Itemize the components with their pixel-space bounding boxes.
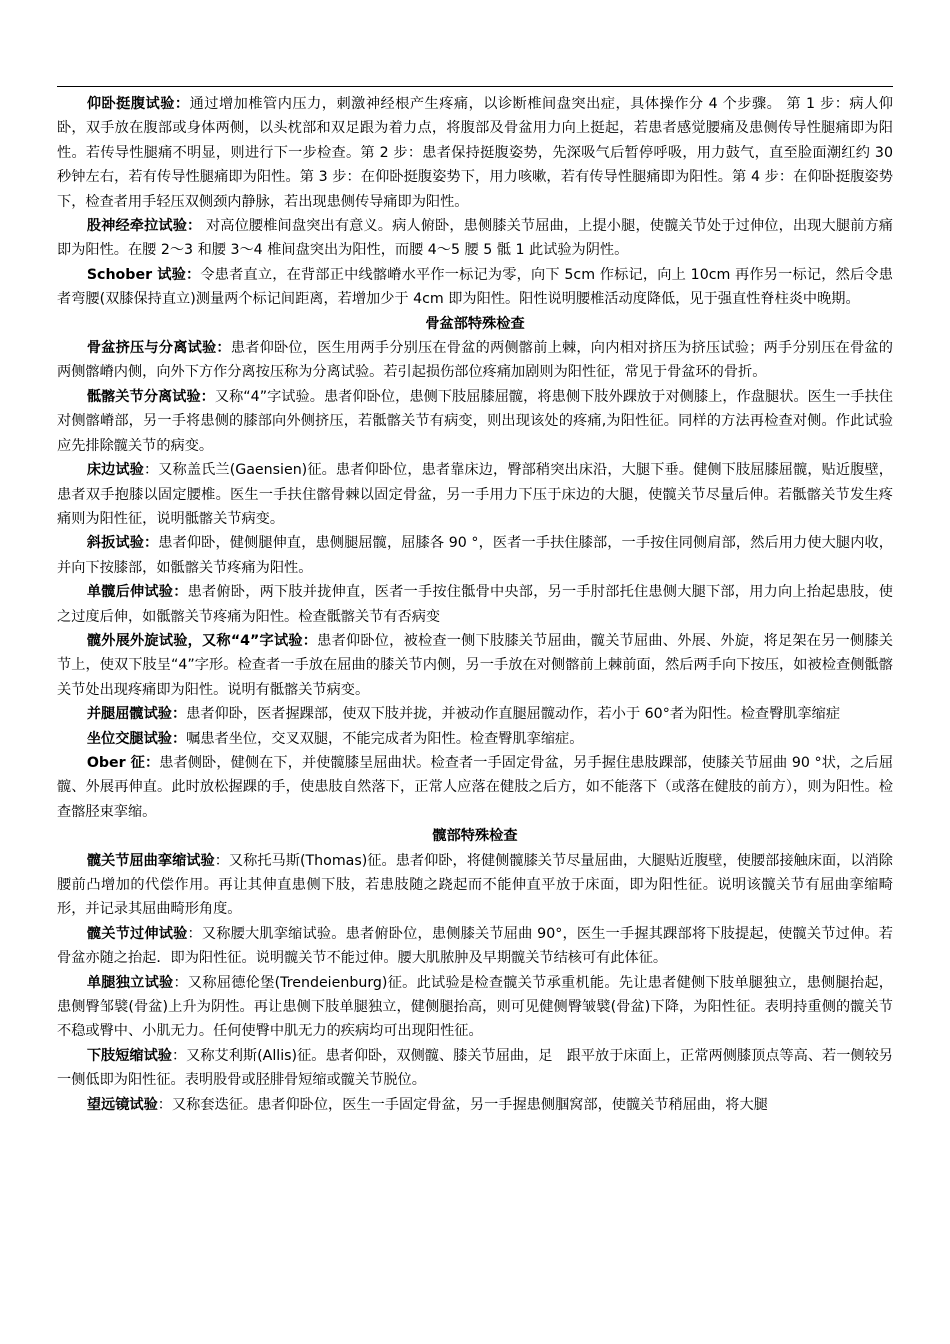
test-name: 股神经牵拉试验： xyxy=(86,218,202,235)
test-description: ：又称盖氏兰(Gaensien)征。患者仰卧位，患者靠床边，臀部稍突出床沿，大腿下垂。健侧下肢屈膝屈髋，贴近腹壁，患者双手抱膝以固定腰椎。医生一手扶住髂骨棘以固定骨盆，另一手用力下压于床边的大腿，使髋关节尽量后伸。若骶髂关节发生疼痛则为阳性征，说明骶髂关节病变。 xyxy=(57,462,893,527)
test-name: 坐位交腿试验： xyxy=(86,730,187,747)
test-entry xyxy=(57,702,893,726)
test-description: ：又称腰大肌挛缩试验。患者俯卧位，患侧膝关节屈曲 90°，医生一手握其踝部将下肢提起，使髋关节过伸。若骨盆亦随之抬起．即为阳性征。说明髋关节不能过伸。腰大肌脓肿及早期髋关节结核可有此体征。 xyxy=(57,925,893,967)
test-name: 斜扳试验： xyxy=(86,535,159,552)
test-name: Ober 征： xyxy=(86,754,160,771)
test-name: 并腿屈髋试验： xyxy=(86,706,187,723)
test-description: ：又称套迭征。患者仰卧位，医生一手固定骨盆，另一手握患侧腘窝部，使髋关节稍屈曲，将大腿 xyxy=(157,1096,768,1113)
test-entry xyxy=(57,751,893,824)
test-entry xyxy=(57,531,893,580)
test-description: ：又称屈德伦堡(Trendeienburg)征。此试验是检查髋关节承重机能。先让患者健侧下肢单腿独立，患侧腿抬起，患侧臀邹襞(骨盆)上升为阴性。再让患侧下肢单腿独立，健侧腿抬高，则可见健侧臀皱襞(骨盆)下降，为阳性征。表明持重侧的髋关节不稳或臀中、小肌无力。任何使臀中肌无力的疾病均可出现阳性征。 xyxy=(57,974,893,1040)
test-name: 骶髂关节分离试验： xyxy=(86,388,215,405)
test-entry xyxy=(57,214,893,263)
test-entry xyxy=(57,922,893,971)
test-name: 髋关节过伸试验 xyxy=(86,925,188,942)
test-description: 对高位腰椎间盘突出有意义。病人俯卧，患侧膝关节屈曲，上提小腿，使髋关节处于过伸位，出现大腿前方痛即为阳性。在腰 2～3 和腰 3～4 椎间盘突出为阳性，而腰 4～5 腰 5 骶 1 此试验为阴性。 xyxy=(57,218,893,259)
test-entry xyxy=(57,971,893,1044)
header-rule xyxy=(57,86,893,87)
test-name: 髋关节屈曲挛缩试验 xyxy=(86,852,215,869)
document-body xyxy=(57,92,893,1117)
test-entry xyxy=(57,1044,893,1093)
test-description: 嘱患者坐位，交叉双腿，不能完成者为阳性。检查臀肌挛缩症。 xyxy=(186,730,584,747)
section-heading: 骨盆部特殊检查 xyxy=(425,315,525,332)
test-entry xyxy=(57,629,893,702)
test-name: 骨盆挤压与分离试验： xyxy=(86,340,231,357)
test-description: ：又称艾利斯(Allis)征。患者仰卧，双侧髋、膝关节屈曲，足 跟平放于床面上，正常两侧膝顶点等高、若一侧较另一侧低即为阳性征。表明股骨或胫腓骨短缩或髋关节脱位。 xyxy=(57,1047,893,1089)
test-entry xyxy=(57,458,893,531)
test-description: 患者仰卧位，被检查一侧下肢膝关节屈曲，髋关节屈曲、外展、外旋，将足架在另一侧膝关节上，使双下肢呈“4”字形。检查者一手放在屈曲的膝关节内侧，另一手放在对侧髂前上棘前面，然后两手向下按压，如被检查侧骶髂关节处出现疼痛即为阳性。说明有骶髂关节病变。 xyxy=(57,632,893,698)
test-description: 患者仰卧，医者握踝部，使双下肢并拢，并被动作直腿屈髋动作，若小于 60°者为阳性。检查臀肌挛缩症 xyxy=(186,706,841,723)
test-entry xyxy=(57,92,893,214)
test-name: 单髋后伸试验： xyxy=(86,584,188,601)
test-entry xyxy=(57,385,893,458)
test-name: 下肢短缩试验 xyxy=(86,1047,172,1064)
test-description: 患者仰卧位，医生用两手分别压在骨盆的两侧髂前上棘，向内相对挤压为挤压试验；两手分别压在骨盆的两侧髂嵴内侧，向外下方作分离按压称为分离试验。若引起损伤部位疼痛加剧则为阳性征，常见于骨盆环的骨折。 xyxy=(57,340,893,381)
section-heading: 髋部特殊检查 xyxy=(432,828,518,845)
test-name: 单腿独立试验 xyxy=(86,974,174,991)
test-entry xyxy=(57,336,893,385)
test-description: 又称“4”字试验。患者仰卧位，患侧下肢屈膝屈髋，将患侧下肢外踝放于对侧膝上，作盘腿状。医生一手扶住对侧髂嵴部，另一手将患侧的膝部向外侧挤压，若骶髂关节有病变，则出现该处的疼痛,为阳性征。同样的方法再检查对侧。作此试验应先排除髋关节的病变。 xyxy=(57,388,893,454)
test-description: ：又称托马斯(Thomas)征。患者仰卧，将健侧髋膝关节尽量屈曲，大腿贴近腹壁，使腰部接触床面，以消除腰前凸增加的代偿作用。再让其伸直患侧下肢，若患肢随之跷起而不能伸直平放于床面，即为阳性征。说明该髋关节有屈曲挛缩畸形，并记录其屈曲畸形角度。 xyxy=(57,852,893,918)
test-entry xyxy=(57,263,893,312)
test-description: 通过增加椎管内压力，刺激神经根产生疼痛，以诊断椎间盘突出症，具体操作分 4 个步骤。 第 1 步：病人仰卧，双手放在腹部或身体两侧，以头枕部和双足跟为着力点，将腹部及骨盆用力向上挺起，若患者感觉腰痛及患侧传导性腿痛即为阳性。若传导性腿痛不明显，则进行下一步检查。第 2 步：患者保持挺腹姿势，先深吸气后暂停呼吸，用力鼓气，直至脸面潮红约 30 秒钟左右，若有传导性腿痛即为阳性。第 3 步：在仰卧挺腹姿势下，用力咳嗽，若有传导性腿痛即为阳性。第 4 步：在仰卧挺腹姿势下，检查者用手轻压双侧颈内静脉，若出现患侧传导痛即为阳性。 xyxy=(57,96,893,210)
test-name: 床边试验 xyxy=(86,462,144,479)
test-name: 髋外展外旋试验，又称“4”字试验： xyxy=(86,632,318,649)
test-name: 望远镜试验 xyxy=(86,1096,158,1113)
test-name: Schober 试验： xyxy=(86,266,201,283)
test-description: 患者仰卧，健侧腿伸直，患侧腿屈髋，屈膝各 90 °，医者一手扶住膝部，一手按住同侧肩部，然后用力使大腿内收，并向下按膝部，如骶髂关节疼痛为阳性。 xyxy=(57,535,893,576)
test-entry xyxy=(57,849,893,922)
test-entry xyxy=(57,1093,893,1117)
test-description: 令患者直立，在背部正中线髂嵴水平作一标记为零，向下 5cm 作标记，向上 10cm 再作另一标记，然后令患者弯腰(双膝保持直立)测量两个标记间距离，若增加少于 4cm 即为阳性。阳性说明腰椎活动度降低，见于强直性脊柱炎中晚期。 xyxy=(57,266,893,308)
test-name: 仰卧挺腹试验： xyxy=(86,96,190,112)
test-description: 患者俯卧，两下肢并拢伸直，医者一手按住骶骨中央部，另一手肘部托住患侧大腿下部，用力向上抬起患肢，使之过度后伸，如骶髂关节疼痛为阳性。检查骶髂关节有否病变 xyxy=(57,584,893,625)
test-entry xyxy=(57,727,893,751)
test-entry xyxy=(57,580,893,629)
test-description: 患者侧卧，健侧在下，并使髋膝呈屈曲状。检查者一手固定骨盆，另手握住患肢踝部，使膝关节屈曲 90 °状，之后屈髋、外展再伸直。此时放松握踝的手，使患肢自然落下，正常人应落在健肢之后方，如不能落下（或落在健肢的前方），则为阳性。检查髂胫束挛缩。 xyxy=(57,754,894,820)
